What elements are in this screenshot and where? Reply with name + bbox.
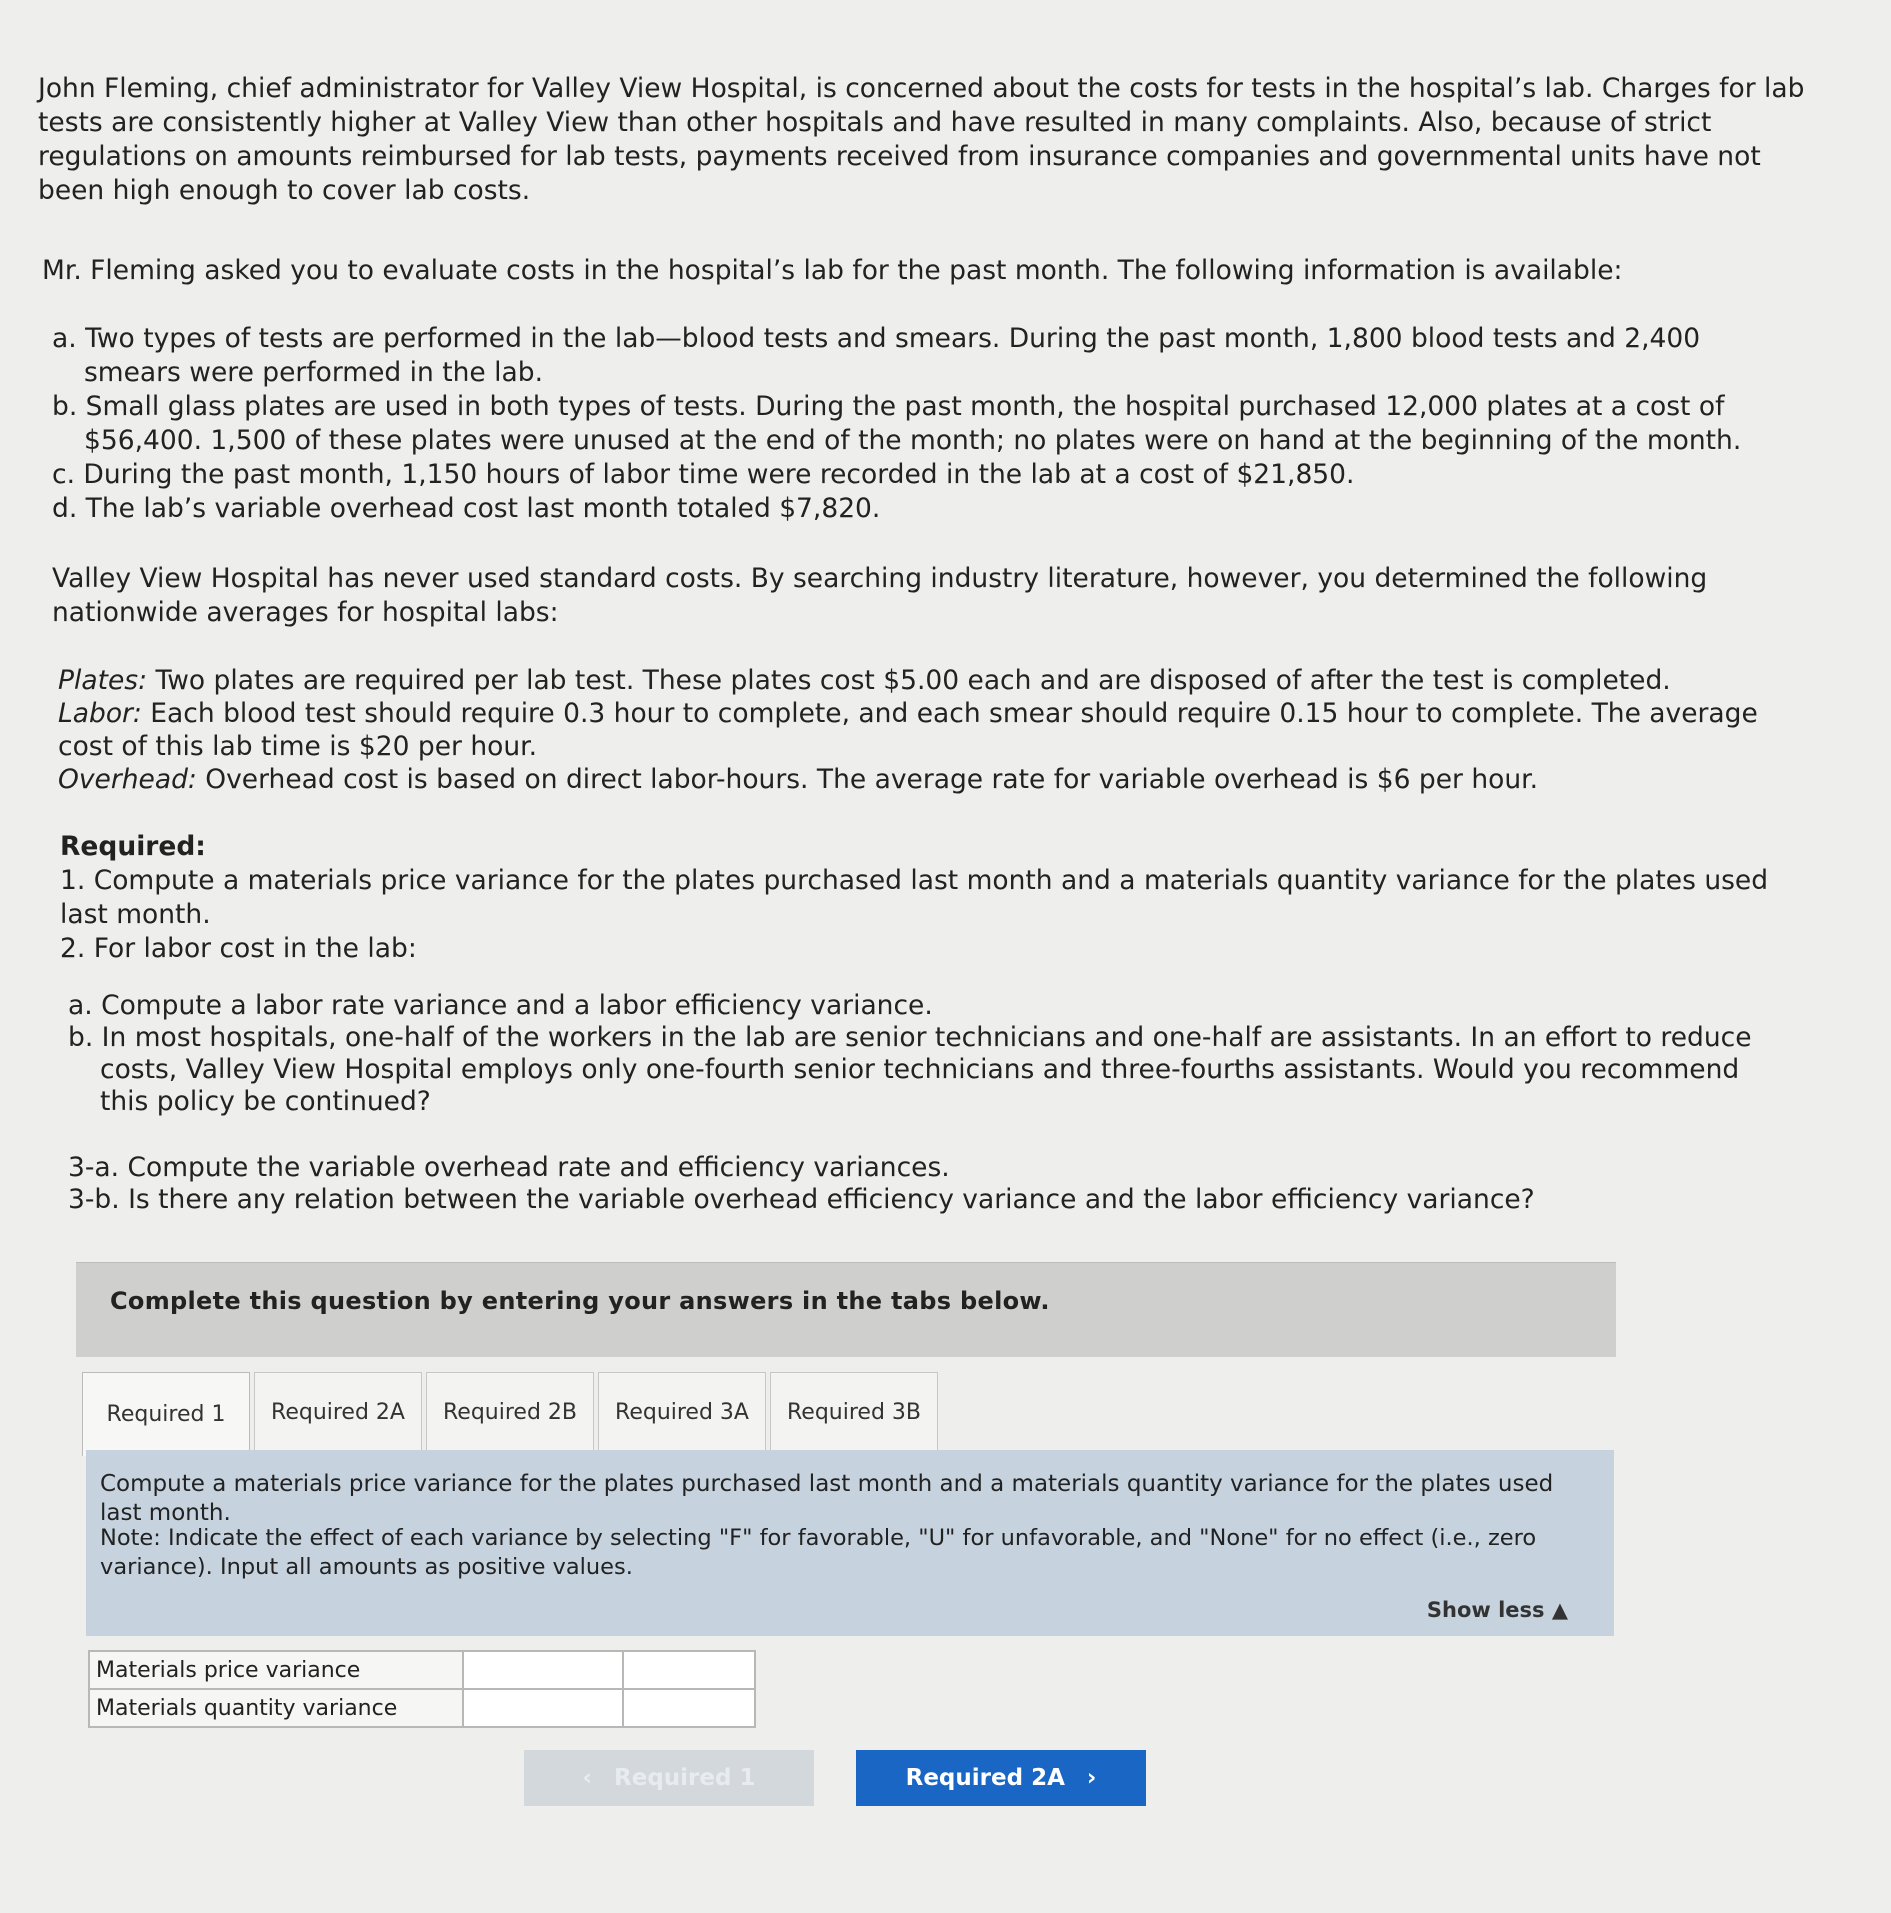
tab-required-3b[interactable]: Required 3B — [770, 1372, 938, 1452]
standard-overhead-text: Overhead cost is based on direct labor-hours. The average rate for variable overhead is $6 per hour. — [196, 764, 1539, 795]
standards-block — [58, 664, 1798, 796]
info-item-d: d. The lab’s variable overhead cost last month totaled $7,820. — [52, 493, 881, 524]
required-2: 2. For labor cost in the lab: — [60, 933, 417, 964]
required-heading: Required: — [60, 831, 206, 862]
required-2b: b. In most hospitals, one-half of the workers in the lab are senior technicians and one-half are assistants. In an effort to reduce costs, Valley View Hospital employs only one-fourth senior technicians and three-fourths assistants. Would you recommend this policy be continued? — [68, 1022, 1752, 1117]
instructions-panel — [86, 1450, 1614, 1636]
required-3b: 3-b. Is there any relation between the variable overhead efficiency variance and the labor efficiency variance? — [68, 1184, 1535, 1215]
required-3a: 3-a. Compute the variable overhead rate and efficiency variances. — [68, 1152, 950, 1183]
required-3-block — [68, 1152, 1788, 1216]
required-block — [60, 830, 1780, 966]
standard-plates — [58, 664, 1798, 697]
previous-button-label: Required 1 — [614, 1765, 756, 1791]
required-2a: a. Compute a labor rate variance and a labor efficiency variance. — [68, 990, 933, 1021]
standard-plates-label: Plates: — [58, 665, 148, 696]
show-less-toggle[interactable]: Show less ▲ — [1426, 1598, 1568, 1622]
answer-table — [88, 1650, 756, 1728]
required-1: 1. Compute a materials price variance for the plates purchased last month and a materials quantity variance for the plates used last month. — [60, 865, 1769, 930]
tab-required-1[interactable]: Required 1 — [82, 1372, 250, 1456]
complete-question-banner — [76, 1262, 1616, 1357]
info-item-b: b. Small glass plates are used in both types of tests. During the past month, the hospital purchased 12,000 plates at a cost of $56,400. 1,500 of these plates were unused at the end of the month; no plates were on hand at the beginning of the month. — [52, 391, 1742, 456]
standard-plates-text: Two plates are required per lab test. These plates cost $5.00 each and are disposed of after the test is completed. — [147, 665, 1671, 696]
materials-price-variance-amount-input[interactable] — [464, 1653, 622, 1687]
standards-intro: Valley View Hospital has never used standard costs. By searching industry literature, however, you determined the following nationwide averages for hospital labs: — [52, 563, 1708, 628]
info-item-a: a. Two types of tests are performed in the lab—blood tests and smears. During the past month, 1,800 blood tests and 2,400 smears were performed in the lab. — [52, 323, 1701, 388]
chevron-left-icon: ‹ — [582, 1765, 593, 1791]
instructions-note: Note: Indicate the effect of each variance by selecting "F" for favorable, "U" for unfavorable, and "None" for no effect (i.e., zero variance). Input all amounts as positive values. — [100, 1525, 1537, 1580]
info-item-c: c. During the past month, 1,150 hours of labor time were recorded in the lab at a cost of $21,850. — [52, 459, 1355, 490]
materials-price-variance-amount-cell — [463, 1651, 623, 1689]
standard-overhead-label: Overhead: — [58, 764, 197, 795]
tab-required-3a[interactable]: Required 3A — [598, 1372, 766, 1452]
info-list — [52, 322, 1802, 526]
tab-required-2a[interactable]: Required 2A — [254, 1372, 422, 1452]
materials-price-variance-effect-cell — [623, 1651, 755, 1689]
materials-quantity-variance-amount-input[interactable] — [464, 1691, 622, 1725]
intro-paragraph: John Fleming, chief administrator for Valley View Hospital, is concerned about the costs for tests in the hospital’s lab. Charges for lab tests are consistently higher at Valley View than other hospitals and have resulted in many complaints. Also, because of strict regulations on amounts reimbursed for lab tests, payments received from insurance companies and governmental units have not been high enough to cover lab costs. — [38, 73, 1805, 206]
table-row — [89, 1689, 755, 1727]
banner-text: Complete this question by entering your answers in the tabs below. — [110, 1287, 1050, 1315]
standard-labor-label: Labor: — [58, 698, 142, 729]
next-button-label: Required 2A — [905, 1765, 1065, 1791]
materials-quantity-variance-label: Materials quantity variance — [89, 1689, 463, 1727]
instructions-text: Compute a materials price variance for the plates purchased last month and a materials quantity variance for the plates used last month. — [100, 1471, 1554, 1526]
next-button[interactable] — [856, 1750, 1146, 1806]
ask-paragraph: Mr. Fleming asked you to evaluate costs in the hospital’s lab for the past month. The following information is available: — [42, 255, 1623, 286]
tab-required-2b[interactable]: Required 2B — [426, 1372, 594, 1452]
required-2-list — [68, 990, 1788, 1118]
tab-bar — [82, 1372, 942, 1454]
standard-overhead — [58, 763, 1798, 796]
materials-quantity-variance-amount-cell — [463, 1689, 623, 1727]
table-row — [89, 1651, 755, 1689]
previous-button — [524, 1750, 814, 1806]
standard-labor-text: Each blood test should require 0.3 hour to complete, and each smear should require 0.15 hour to complete. The average cost of this lab time is $20 per hour. — [58, 698, 1758, 762]
materials-price-variance-effect-select[interactable] — [624, 1653, 754, 1687]
chevron-right-icon: › — [1086, 1765, 1097, 1791]
materials-price-variance-label: Materials price variance — [89, 1651, 463, 1689]
materials-quantity-variance-effect-select[interactable] — [624, 1691, 754, 1725]
materials-quantity-variance-effect-cell — [623, 1689, 755, 1727]
standard-labor — [58, 697, 1798, 763]
